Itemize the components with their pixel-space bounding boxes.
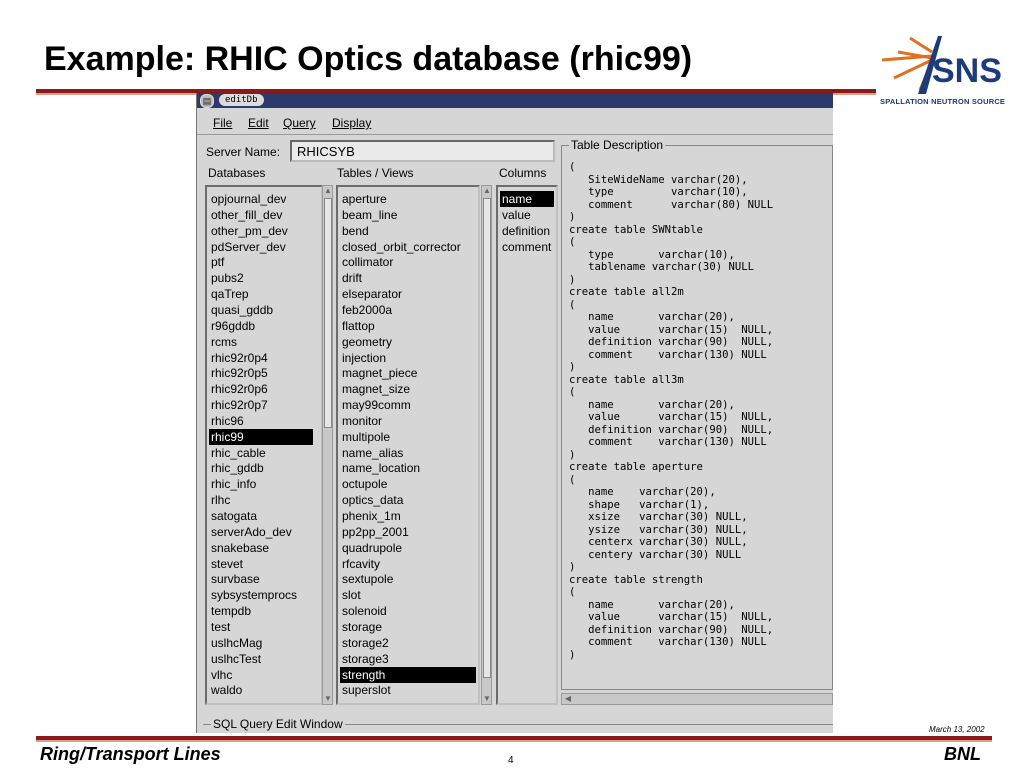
- slide-title: Example: RHIC Optics database (rhic99): [44, 40, 693, 78]
- database-list-item[interactable]: rhic96: [211, 413, 244, 428]
- window-menu-icon[interactable]: ▤: [200, 94, 214, 108]
- menu-file-label: File: [213, 116, 233, 130]
- table-list-item[interactable]: injection: [342, 350, 387, 365]
- database-list-item[interactable]: vlhc: [211, 667, 233, 682]
- database-list-item[interactable]: uslhcTest: [211, 651, 262, 666]
- database-list-item[interactable]: rhic92r0p7: [211, 398, 268, 413]
- tables-scrollbar[interactable]: [481, 185, 492, 705]
- table-list-item[interactable]: beam_line: [342, 207, 398, 222]
- databases-scroll-thumb[interactable]: [324, 198, 332, 428]
- table-description-text[interactable]: ( SiteWideName varchar(20), type varchar(10), comment varchar(80) NULL ) create table SWNtable ( type varchar(10), tablename varchar(30) NULL ) create table all2m ( name varchar(20), value varchar(15) NULL, definition varchar(90) NULL, comment varchar(130) NULL ) create table all3m ( name varchar(20), value varchar(15) NULL, definition varchar(90) NULL, comment varchar(130) NULL ) create table aperture ( name varchar(20), shape varchar(1), xsize varchar(30) NULL, ysize varchar(30) NULL, centerx varchar(30) NULL, centery varchar(30) NULL ) create table strength ( name varchar(20), value varchar(15) NULL, definition varchar(90) NULL, comment varchar(130) NULL ): [569, 161, 774, 661]
- database-list-item[interactable]: tempdb: [211, 604, 252, 619]
- scroll-up-arrow-icon[interactable]: ▲: [324, 186, 332, 195]
- menu-display[interactable]: [332, 116, 371, 130]
- table-list-item[interactable]: rfcavity: [342, 556, 381, 571]
- table-list-item[interactable]: monitor: [342, 413, 383, 428]
- table-list-item[interactable]: quadrupole: [342, 540, 403, 555]
- table-list-item[interactable]: pp2pp_2001: [342, 524, 409, 539]
- database-list-item[interactable]: rcms: [211, 334, 237, 349]
- table-list-item[interactable]: bend: [342, 223, 369, 238]
- table-list-item[interactable]: optics_data: [342, 493, 404, 508]
- database-list-item[interactable]: ptf: [211, 255, 225, 270]
- table-list-item[interactable]: storage3: [342, 651, 389, 666]
- table-list-item[interactable]: octupole: [342, 477, 388, 492]
- column-list-item[interactable]: definition: [502, 223, 551, 238]
- database-list-item[interactable]: rhic92r0p4: [211, 350, 268, 365]
- server-name-input[interactable]: RHICSYB: [290, 140, 555, 162]
- scroll-up-arrow-icon[interactable]: ▲: [483, 186, 491, 195]
- server-name-label: Server Name:: [206, 145, 281, 159]
- database-list-item[interactable]: rhic99: [209, 429, 313, 445]
- table-list-item[interactable]: magnet_size: [342, 382, 411, 397]
- table-list-item[interactable]: elseparator: [342, 287, 403, 302]
- database-list-item[interactable]: test: [211, 619, 231, 634]
- databases-scrollbar[interactable]: [322, 185, 333, 705]
- table-list-item[interactable]: geometry: [342, 334, 393, 349]
- tables-scroll-thumb[interactable]: [483, 198, 491, 678]
- database-list-item[interactable]: rhic_gddb: [211, 461, 264, 476]
- columns-list[interactable]: [496, 185, 558, 705]
- database-list-item[interactable]: rhic_cable: [211, 445, 266, 460]
- table-list-item[interactable]: collimator: [342, 255, 394, 270]
- editdb-window: [196, 93, 833, 733]
- logo-subtitle: SPALLATION NEUTRON SOURCE: [880, 97, 1006, 106]
- tables-header: Tables / Views: [337, 166, 414, 180]
- column-list-item[interactable]: value: [502, 207, 531, 222]
- scroll-left-arrow-icon[interactable]: ◀: [564, 694, 572, 703]
- table-list-item[interactable]: magnet_piece: [342, 366, 418, 381]
- database-list-item[interactable]: sybsystemprocs: [211, 588, 298, 603]
- database-list-item[interactable]: qaTrep: [211, 287, 249, 302]
- slide-date: March 13, 2002: [929, 725, 985, 734]
- menu-bar: [197, 112, 833, 135]
- table-list-item[interactable]: sextupole: [342, 572, 394, 587]
- svg-text:SNS: SNS: [932, 52, 1002, 90]
- database-list-item[interactable]: pubs2: [211, 271, 244, 286]
- database-list-item[interactable]: other_fill_dev: [211, 207, 283, 222]
- table-list-item[interactable]: may99comm: [342, 398, 411, 413]
- footer-left: Ring/Transport Lines: [40, 744, 221, 764]
- table-list-item[interactable]: storage: [342, 619, 383, 634]
- table-list-item[interactable]: feb2000a: [342, 302, 393, 317]
- footer-rule-accent: [36, 740, 992, 742]
- database-list-item[interactable]: pdServer_dev: [211, 239, 286, 254]
- table-list-item[interactable]: flattop: [342, 318, 375, 333]
- window-title: editDb: [219, 94, 264, 106]
- database-list-item[interactable]: uslhcMag: [211, 635, 263, 650]
- database-list-item[interactable]: satogata: [211, 509, 258, 523]
- table-list-item[interactable]: phenix_1m: [342, 509, 401, 523]
- table-list-item[interactable]: solenoid: [342, 604, 387, 619]
- sns-logo-icon: [872, 30, 1004, 126]
- table-list-item[interactable]: superslot: [342, 683, 391, 698]
- column-list-item[interactable]: name: [500, 191, 554, 207]
- menu-display-label: Display: [332, 116, 372, 130]
- column-list-item[interactable]: comment: [502, 239, 552, 254]
- description-hscrollbar[interactable]: [561, 693, 833, 705]
- database-list-item[interactable]: rhic92r0p6: [211, 382, 268, 397]
- menu-edit[interactable]: [248, 116, 269, 130]
- database-list-item[interactable]: snakebase: [211, 540, 270, 555]
- table-list-item[interactable]: slot: [342, 588, 361, 603]
- scroll-down-arrow-icon[interactable]: ▼: [324, 694, 332, 703]
- footer-right: BNL: [944, 744, 981, 764]
- page-number: 4: [508, 755, 514, 766]
- databases-list[interactable]: [205, 185, 323, 705]
- window-titlebar[interactable]: [197, 93, 833, 108]
- database-list-item[interactable]: waldo: [211, 683, 243, 698]
- menu-query-label: Query: [283, 116, 316, 130]
- table-list-item[interactable]: name_alias: [342, 445, 404, 460]
- menu-query[interactable]: [283, 116, 316, 130]
- table-list-item[interactable]: aperture: [342, 192, 387, 206]
- menu-file[interactable]: [213, 116, 232, 130]
- database-list-item[interactable]: r96gddb: [211, 318, 256, 333]
- table-list-item[interactable]: closed_orbit_corrector: [342, 239, 461, 254]
- database-list-item[interactable]: quasi_gddb: [211, 302, 274, 317]
- table-list-item[interactable]: name_location: [342, 461, 421, 476]
- database-list-item[interactable]: survbase: [211, 572, 260, 587]
- sql-query-edit-label: SQL Query Edit Window: [213, 717, 343, 731]
- table-list-item[interactable]: drift: [342, 271, 363, 286]
- database-list-item[interactable]: opjournal_dev: [211, 192, 287, 206]
- database-list-item[interactable]: serverAdo_dev: [211, 524, 292, 539]
- table-description-label: Table Description: [571, 138, 664, 152]
- menu-edit-label: Edit: [248, 116, 269, 130]
- table-list-item[interactable]: storage2: [342, 635, 389, 650]
- columns-header: Columns: [499, 166, 547, 180]
- table-list-item[interactable]: multipole: [342, 429, 391, 444]
- database-list-item[interactable]: other_pm_dev: [211, 223, 288, 238]
- database-list-item[interactable]: stevet: [211, 556, 244, 571]
- table-list-item[interactable]: strength: [340, 667, 476, 683]
- database-list-item[interactable]: rhic_info: [211, 477, 257, 492]
- database-list-item[interactable]: rhic92r0p5: [211, 366, 268, 381]
- scroll-down-arrow-icon[interactable]: ▼: [483, 694, 491, 703]
- tables-list[interactable]: [336, 185, 480, 705]
- databases-header: Databases: [208, 166, 266, 180]
- database-list-item[interactable]: rlhc: [211, 493, 231, 508]
